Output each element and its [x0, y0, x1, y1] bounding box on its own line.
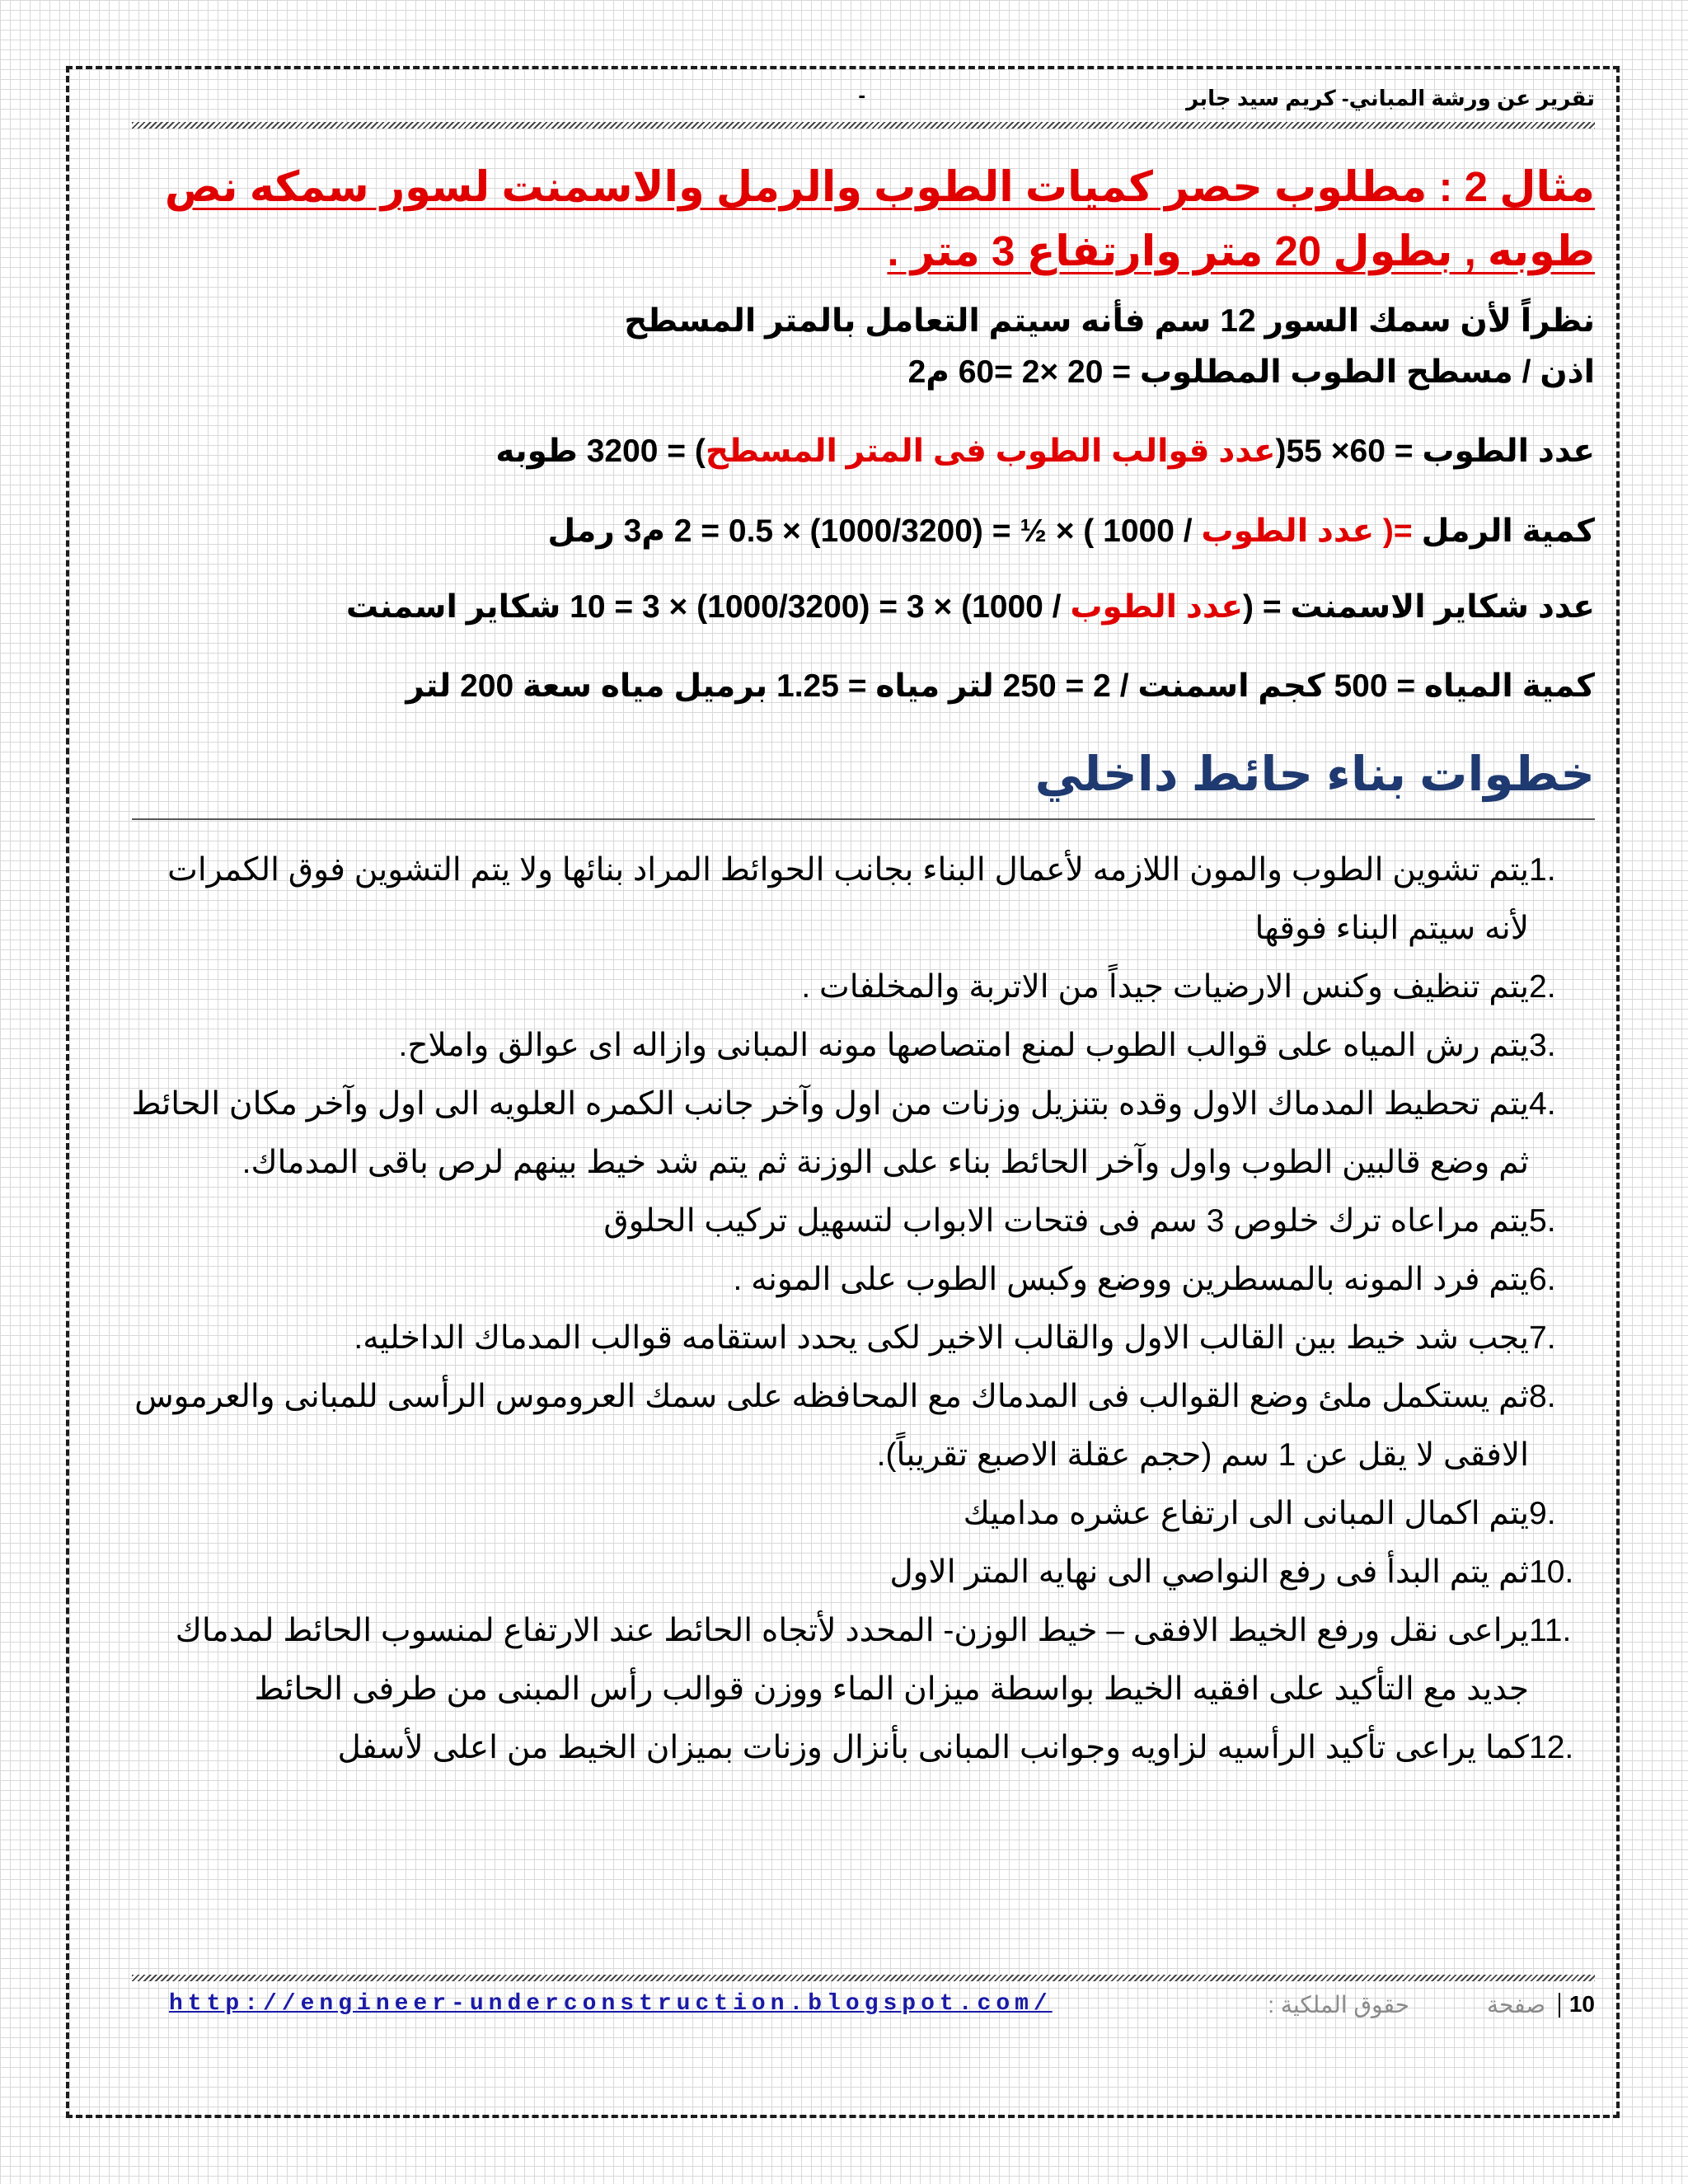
step-number: 5. — [1529, 1203, 1556, 1239]
header-separator: - — [858, 82, 865, 107]
footer-rule — [132, 1975, 1595, 1981]
list-item — [128, 1367, 1595, 1484]
calc-sand-highlight: =( عدد الطوب — [1201, 513, 1413, 549]
section-title: خطوات بناء حائط داخلي — [1034, 748, 1595, 801]
list-item — [128, 1075, 1595, 1192]
blog-link[interactable]: http://engineer-underconstruction.blogspot.com/ — [169, 1991, 1053, 2017]
section-rule — [132, 818, 1595, 820]
calc-bricks-pre: عدد الطوب = 60× 55( — [1275, 434, 1595, 469]
calc-bricks-post: ) = 3200 طوبه — [495, 434, 706, 469]
example-title: مثال 2 : مطلوب حصر كميات الطوب والرمل والاسمنت لسور سمكه نص طوبه , بطول 20 متر وارتفاع 3 متر . — [164, 163, 1595, 274]
rights-label: حقوق الملكية : — [1268, 1992, 1409, 2018]
calc-line-area: اذن / مسطح الطوب المطلوب = 20 ×2 =60 م2 — [907, 354, 1595, 390]
calc-bricks-highlight: عدد قوالب الطوب فى المتر المسطح — [705, 434, 1276, 469]
step-text: يراعى نقل ورفع الخيط الافقى – خيط الوزن- المحدد لأتجاه الحائط عند الارتفاع لمنسوب الحائط لمدماك جديد مع التأكيد على افقيه الخيط بواسطة ميزان الماء ووزن قوالب رأس المبنى من طرفى الحائط — [175, 1613, 1529, 1707]
calc-sand-post: / 1000 ) × ½ = (1000/3200) × 0.5 = 2 م3 رمل — [547, 513, 1202, 549]
step-text: يتم فرد المونه بالمسطرين ووضع وكبس الطوب على المونه . — [733, 1262, 1529, 1297]
page-number: 10 — [1568, 1991, 1595, 2017]
step-text: كما يراعى تأكيد الرأسيه لزاويه وجوانب المبانى بأنزال وزنات بميزان الخيط من اعلى لأسفل — [337, 1730, 1529, 1765]
step-number: 11. — [1529, 1613, 1572, 1648]
list-item — [128, 1250, 1595, 1309]
step-text: يتم تنظيف وكنس الارضيات جيداً من الاتربة والمخلفات . — [801, 969, 1529, 1005]
step-number: 3. — [1529, 1028, 1556, 1063]
header-rule — [132, 122, 1595, 129]
page-footer — [132, 1991, 1595, 2024]
calc-sand — [128, 511, 1595, 552]
step-number: 2. — [1529, 969, 1556, 1005]
list-item — [128, 1601, 1595, 1718]
list-item — [128, 1484, 1595, 1543]
list-item — [128, 1718, 1595, 1777]
step-number: 1. — [1529, 852, 1556, 888]
step-number: 9. — [1529, 1496, 1556, 1531]
list-item — [128, 1192, 1595, 1250]
list-item — [128, 1309, 1595, 1367]
calc-bricks — [128, 431, 1595, 472]
step-text: يتم رش المياه على قوالب الطوب لمنع امتصاصها مونه المبانى وازاله اى عوالق واملاح. — [398, 1028, 1529, 1063]
list-item — [128, 841, 1595, 958]
list-item — [128, 1543, 1595, 1601]
step-text: يتم مراعاه ترك خلوص 3 سم فى فتحات الابواب لتسهيل تركيب الحلوق — [603, 1203, 1529, 1239]
step-number: 6. — [1529, 1262, 1556, 1297]
calc-cement-post: / 1000) × 3 = (1000/3200) × 3 = 10 شكاير اسمنت — [345, 589, 1071, 625]
document-page — [132, 0, 1595, 2184]
list-item — [128, 1016, 1595, 1075]
header-title: تقرير عن ورشة المباني- كريم سيد جابر — [1186, 86, 1595, 110]
calc-sand-pre: كمية الرمل — [1412, 513, 1595, 549]
step-text: ثم يتم البدأ فى رفع النواصي الى نهايه المتر الاول — [889, 1554, 1529, 1590]
steps-list — [128, 841, 1595, 1777]
step-number: 8. — [1529, 1379, 1556, 1414]
step-text: ثم يستكمل ملئ وضع القوالب فى المدماك مع المحافظه على سمك العروموس الرأسى للمبانى والعرموس الافقى لا يقل عن 1 سم (حجم عقلة الاصبع تقريباً). — [134, 1379, 1529, 1473]
calc-cement — [128, 587, 1595, 628]
step-text: يتم تشوين الطوب والمون اللازمه لأعمال البناء بجانب الحوائط المراد بنائها ولا يتم التشوين فوق الكمرات لأنه سيتم البناء فوقها — [167, 852, 1529, 946]
step-text: يجب شد خيط بين القالب الاول والقالب الاخير لكى يحدد استقامه قوالب المدماك الداخليه. — [354, 1320, 1529, 1356]
running-header — [132, 82, 1595, 114]
step-number: 10. — [1529, 1554, 1574, 1590]
step-number: 12. — [1529, 1730, 1574, 1765]
step-text: يتم تحطيط المدماك الاول وقده بتنزيل وزنات من اول وآخر جانب الكمره العلويه الى اول وآخر مكان الحائط ثم وضع قالبين الطوب واول وآخر الحائط بناء على الوزنة ثم يتم شد خيط بينهم لرص باقى المدماك. — [131, 1086, 1529, 1180]
page-label: صفحة — [1486, 1992, 1545, 2018]
step-text: يتم اكمال المبانى الى ارتفاع عشره مداميك — [963, 1496, 1529, 1531]
calc-water: كمية المياه = 500 كجم اسمنت / 2 = 250 لتر مياه = 1.25 برميل مياه سعة 200 لتر — [406, 668, 1595, 704]
list-item — [128, 958, 1595, 1016]
step-number: 7. — [1529, 1320, 1556, 1356]
step-number: 4. — [1529, 1086, 1556, 1122]
footer-divider — [1559, 1993, 1560, 2018]
calc-cement-highlight: عدد الطوب — [1070, 589, 1244, 625]
calc-cement-pre: عدد شكاير الاسمنت = ( — [1243, 589, 1595, 625]
calc-line-thickness: نظراً لأن سمك السور 12 سم فأنه سيتم التعامل بالمتر المسطح — [624, 303, 1595, 339]
